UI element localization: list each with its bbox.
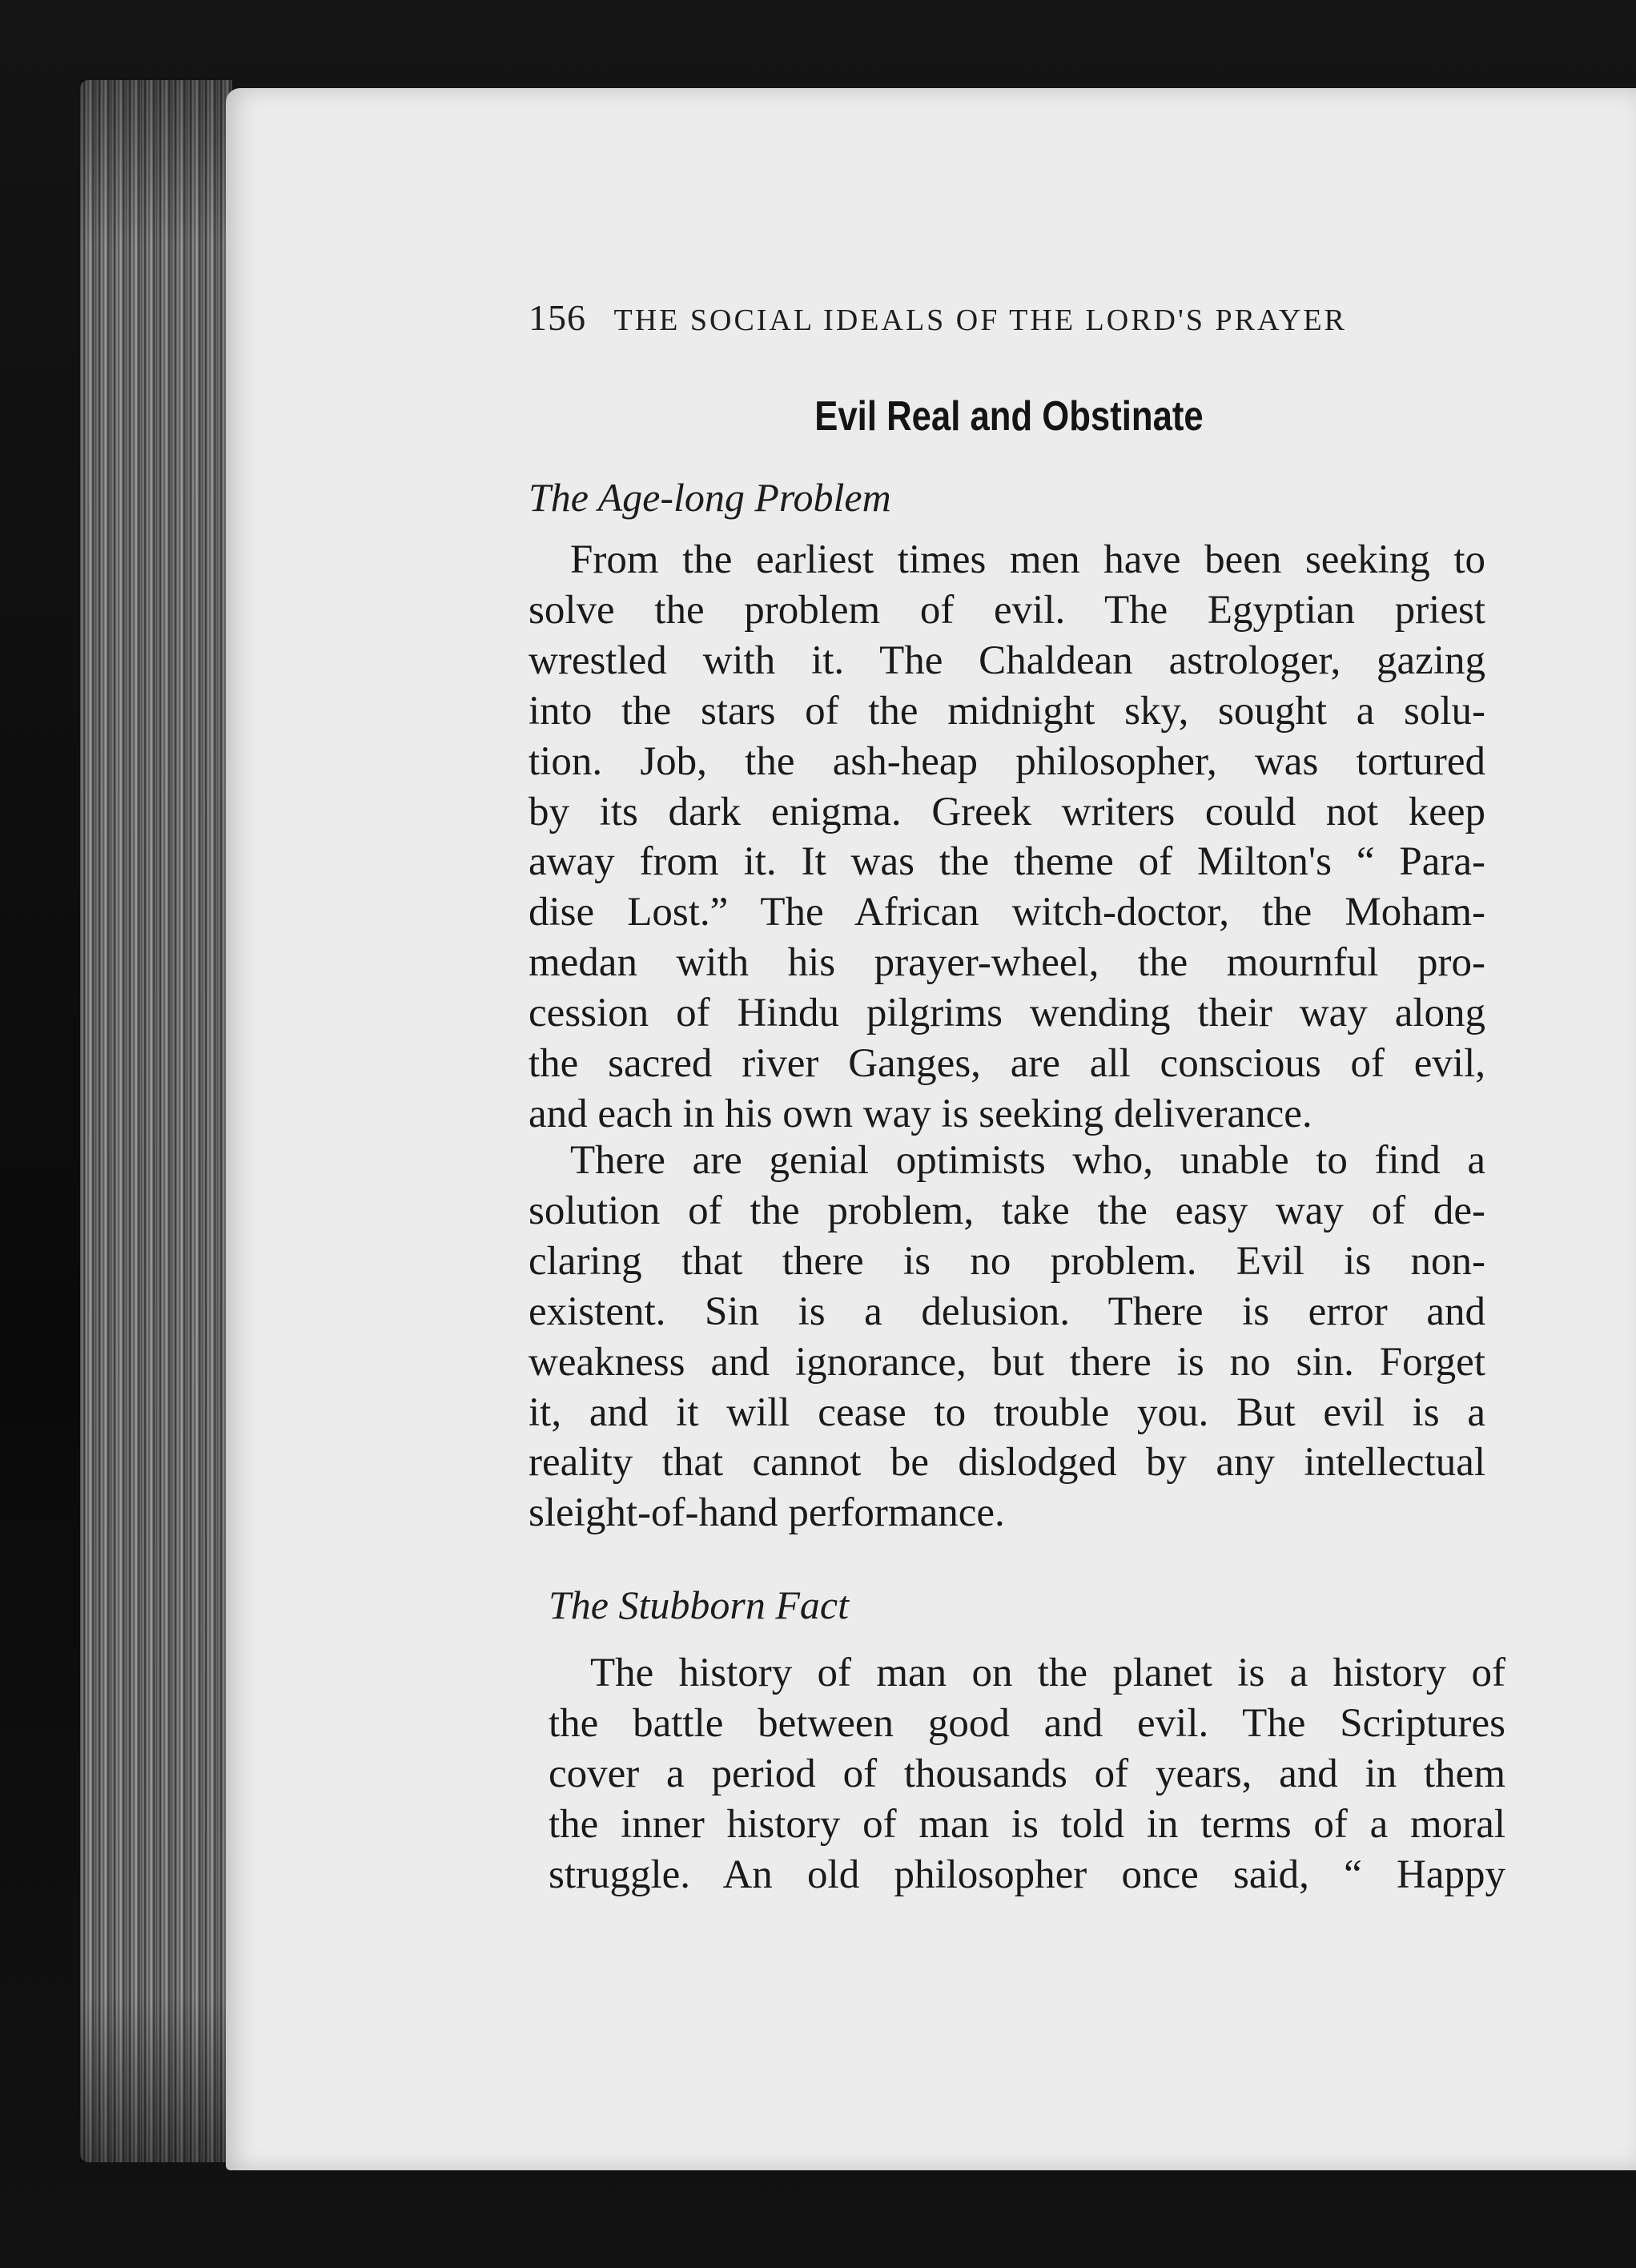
book-page-edges xyxy=(80,80,232,2162)
text-line: claring that there is no problem. Evil is non- xyxy=(529,1238,1485,1284)
text-line: and each in his own way is seeking deliverance. xyxy=(529,1091,1312,1136)
text-line: the sacred river Ganges, are all conscious of evil, xyxy=(529,1041,1485,1087)
text-line: away from it. It was the theme of Milton's “ Para- xyxy=(529,839,1485,885)
page-number: 156 xyxy=(529,297,586,338)
chapter-title: Evil Real and Obstinate xyxy=(814,393,1204,440)
section-heading: The Stubborn Fact xyxy=(549,1582,849,1627)
paragraph xyxy=(529,1136,1485,1538)
text-line: solve the problem of evil. The Egyptian priest xyxy=(529,587,1485,633)
text-line: The history of man on the planet is a history of xyxy=(590,1651,1505,1695)
text-line: reality that cannot be dislodged by any intellectual xyxy=(529,1440,1485,1486)
text-line: by its dark enigma. Greek writers could not keep xyxy=(529,789,1485,834)
text-line: solution of the problem, take the easy way of de- xyxy=(529,1188,1485,1233)
text-line: medan with his prayer-wheel, the mournful pro- xyxy=(529,940,1485,986)
text-line: into the stars of the midnight sky, sought a solu- xyxy=(529,688,1485,734)
text-line: struggle. An old philosopher once said, “ Happy xyxy=(549,1852,1505,1897)
text-line: weakness and ignorance, but there is no sin. Forget xyxy=(529,1339,1485,1385)
text-line: it, and it will cease to trouble you. But evil is a xyxy=(529,1389,1485,1435)
text-line: cession of Hindu pilgrims wending their way along xyxy=(529,991,1485,1036)
text-line: From the earliest times men have been seeking to xyxy=(570,537,1485,582)
text-line: tion. Job, the ash-heap philosopher, was tortured xyxy=(529,738,1485,784)
running-head-title: THE SOCIAL IDEALS OF THE LORD'S PRAYER xyxy=(613,304,1347,337)
paragraph xyxy=(529,535,1485,1140)
text-line: There are genial optimists who, unable to find a xyxy=(570,1138,1485,1183)
text-line: the battle between good and evil. The Scriptures xyxy=(549,1700,1505,1746)
paragraph xyxy=(549,1648,1505,1900)
text-line: cover a period of thousands of years, and in them xyxy=(549,1751,1505,1796)
text-line: sleight-of-hand performance. xyxy=(529,1490,1005,1536)
text-line: existent. Sin is a delusion. There is error and xyxy=(529,1289,1485,1334)
running-head xyxy=(529,296,1369,339)
section-heading: The Age-long Problem xyxy=(529,475,891,520)
text-line: dise Lost.” The African witch-doctor, the Moham- xyxy=(529,890,1485,935)
text-line: wrestled with it. The Chaldean astrologer, gazing xyxy=(529,637,1485,683)
text-line: the inner history of man is told in terms of a moral xyxy=(549,1801,1505,1847)
